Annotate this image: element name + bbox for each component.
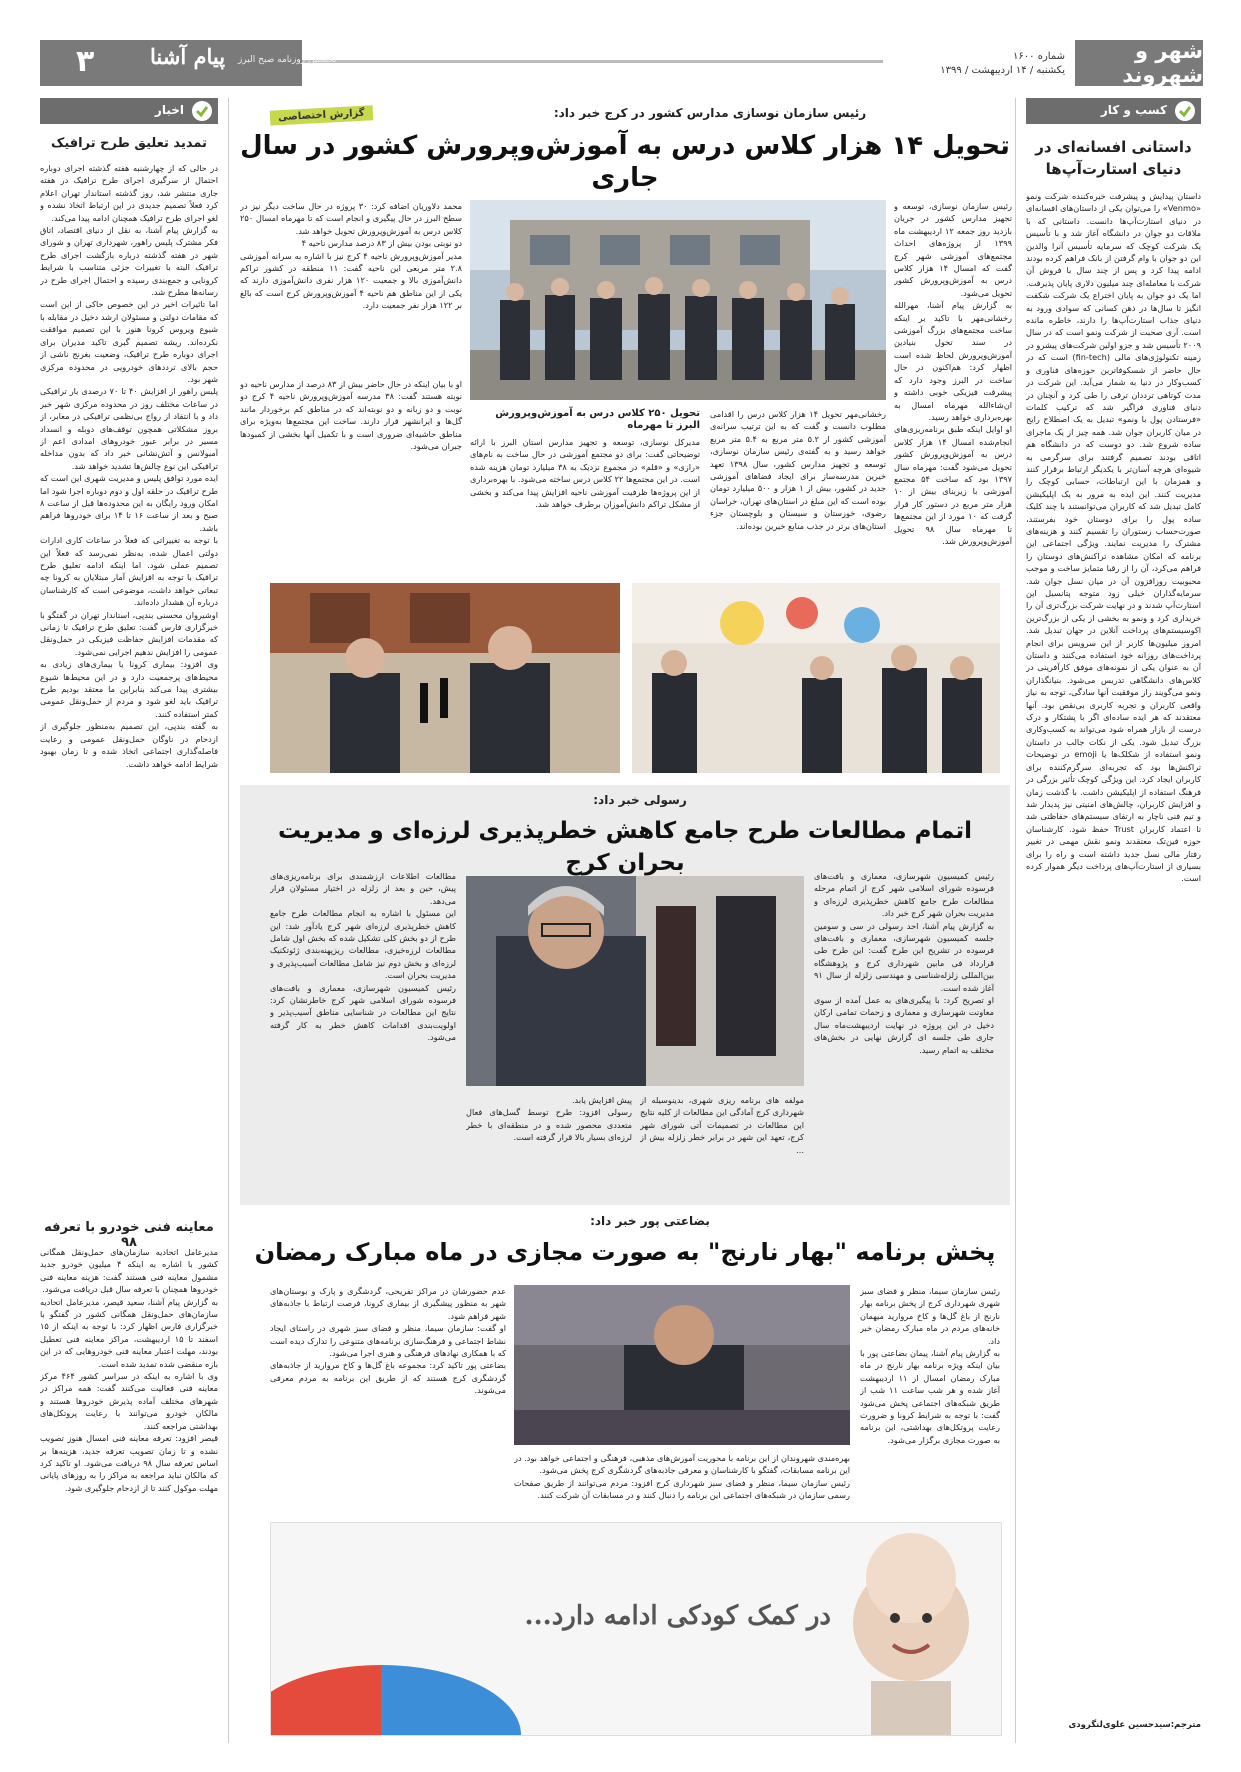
ramadan-photo bbox=[514, 1285, 850, 1445]
traffic-body: در حالی که از چهارشنبه هفته گذشته اجرای دوباره احتمال از سرگیری اجرای طرح ترافیک در هفته جاری منتشر شد، روز گذشته استاندار تهران اعلام کرد فعلاً تصمیم جدیدی در این ارتباط اتخاذ نشده و لغو اجرای طرح ترافیک همچنان ادامه پیدا می‌کند. به گزارش پیام آشنا، به نقل از دنیای اقتصاد، اتاق فکر مشترک پلیس راهور، شهرداری تهران و شورای شهر در هفته گذشته درباره بازگشت اجرای طرح ترافیک البته با تغییرات جزئی متناسب با شرایط کرونایی و جمع‌بندی رسیده و احتمال اجرای طرح در رسانه‌ها مطرح شد. اما تاثیرات اخیر در این خصوص حاکی از این است که مقامات دولتی و مسئولان ارشد دخیل در مقابله با شیوع ویروس کرونا هنوز با این تصمیم موافقت نکرده‌اند. ریشه تصمیم گیری تاکید مدیران برای اجرای دوباره طرح ترافیک، وضعیت بغرنج ناشی از حجم بالای ترددهای خودرویی در محدوده مرکزی شهر بود. پلیس راهور از افزایش ۴۰ تا ۷۰ درصدی بار ترافیکی در ساعات مختلف روز در محدوده مرکزی شهر خبر داد و با انتقاد از رواج بی‌نظمی ترافیکی در معابر، از بروز مشکلاتی همچون توقف‌های دوبله و انسداد مسیر در برابر عبور خودروهای امدادی اعم از آمبولانس و آتش‌نشانی خبر داد که بدون مداخله ترافیکی این نوع چالش‌ها تشدید خواهد شد. ایده مورد توافق پلیس و مدیریت شهری این است که طرح ترافیک در حلقه اول و دوم دوباره اجرا شود اما امکان ورود رایگان به این محدوده‌ها قبل از ساعت ۸ صبح و بعد از ساعت ۱۶ تا ۱۴ برای خودروها فراهم باشد. با توجه به تغییراتی که فعلاً در ساعات کاری ادارات دولتی اعمال شده، به‌نظر نمی‌رسد که فعلاً این تصمیم عملی شود. اما اینکه ادامه تعلیق طرح ترافیک با توجه به افزایش آمار مبتلایان به کرونا چه تبعاتی خواهد داشت، موضوعی است که کارشناسان درباره آن هشدار داده‌اند. اوشیروان محسنی بندپی، استاندار تهران در گفتگو با خبرگزاری فارس گفت: تعلیق طرح ترافیک تا زمانی که مقدمات افزایش حفاظت فیزیکی در حمل‌ونقل عمومی را افزایش ندهیم اجرایی نمی‌شود. وی افزود: بیماری کرونا یا بیماری‌های زیادی به محیط‌های پرجمعیت دارد و در این محیط‌ها شیوع بیشتری پیدا می‌کند بنابراین ما معتقد بودیم طرح ترافیک باید لغو شود و مردم از حمل‌ونقل عمومی کمتر استفاده کنند. به گفته بندپی، این تصمیم به‌منظور جلوگیری از ازدحام در ناوگان حمل‌ونقل عمومی و رعایت فاصله‌گذاری اجتماعی اتخاذ شده و تا زمان بهبود شرایط ادامه خواهد داشت. bbox=[40, 163, 218, 769]
startup-article bbox=[1026, 190, 1201, 1695]
lead-col5: او با بیان اینکه در حال حاضر بیش از ۸۳ درصد از مدارس ناحیه دو نوبته هستند گفت: ۳۸ مدرسه آموزش‌وپرورش ناحیه ۴ کرج دو نوبت و دو زبانه و دو نوبته‌اند که در مناطق کم برخوردار مانند گل‌ها و ایرانشهر قرار دارند. ساخت این مجتمع‌ها به‌ویژه برای مناطق حاشیه‌ای ضروری است و با تکمیل آنها بخشی از کمبودها جبران می‌شود. bbox=[240, 379, 462, 452]
lead-col1: رئیس سازمان نوسازی، توسعه و تجهیز مدارس کشور در جریان بازدید روز جمعه ۱۲ اردیبهشت ماه ۱۳۹۹ از پروژه‌های احداث مجتمع‌های آموزشی شهر کرج گفت که امسال ۱۴ هزار کلاس درس به آموزش‌وپرورش کشور تحویل می‌شود. به گزارش پیام آشنا، مهرالله رخشانی‌مهر با تاکید بر اینکه ساخت مجتمع‌های بزرگ آموزشی در سند تحول بنیادین آموزش‌وپرورش لحاظ شده است اظهار کرد: هم‌اکنون در حال ساخت در البرز وجود دارد که پیشرفت فیزیکی خوبی داشته و ان‌شاءالله مهرماه امسال به بهره‌برداری خواهد رسید. او اوایل اینکه طبق برنامه‌ریزی‌های انجام‌شده امسال ۱۴ هزار کلاس درس به آموزش‌وپرورش کشور تحویل می‌شود گفت: مهرماه سال ۱۳۹۷ بود که ساخت ۵۴ مجتمع آموزشی با زیربنای بیش از ۱۰ هزار متر مربع در دستور کار قرار گرفت که ۱۰ مورد از این مجتمع‌ها تا مهرماه سال ۹۸ تحویل آموزش‌وپرورش شد. bbox=[894, 201, 1012, 546]
quake-photo bbox=[466, 876, 804, 1086]
paper-name: پیام آشنا bbox=[150, 44, 226, 69]
ramadan-kicker: بضاعتی پور خبر داد: bbox=[590, 1214, 710, 1228]
issue-info bbox=[940, 50, 1065, 78]
lead-col2: رخشانی‌مهر تحویل ۱۴ هزار کلاس درس را اقدامی مطلوب دانست و گفت که به این ترتیب سرانه‌ی آموزشی کشور از ۵.۲ متر مربع به ۵.۴ متر مربع خواهد رسید و به گفته‌ی رئیس سازمان نوسازی، توسعه و تجهیز مدارس کشور، سال ۱۳۹۸ تعهد خیرین مدرسه‌ساز برای ایجاد فضاهای آموزشی جدید در کشور، بیش از ۱ هزار و ۵۰۰ میلیارد تومان بوده است که این مبلغ در استان‌های تهران، خراسان رضوی، خوزستان و سیستان و بلوچستان جزء استان‌های برتر در جذب منابع خیرین بوده‌اند. bbox=[710, 409, 886, 531]
traffic-article bbox=[40, 162, 218, 1210]
ramadan-col3: عدم حضورشان در مراکز تفریحی، گردشگری و پارک و بوستان‌های شهر به منظور پیشگیری از بیماری کرونا، فرصت ارتباط با جاذبه‌های شهر فراهم شود. او گفت: سازمان سیما، منظر و فضای سبز شهری در راستای ایجاد نشاط اجتماعی و فرهنگ‌سازی برنامه‌های متنوعی را تدارک دیده است که با همکاری نهادهای فرهنگی و هنری اجرا می‌شود. بضاعتی پور تاکید کرد: مجموعه باغ گل‌ها و کاخ مروارید از جاذبه‌های گردشگری کرج هستند که از طریق این برنامه به مردم معرفی می‌شوند. bbox=[270, 1286, 506, 1396]
quake-caption: پیش افزایش یابد. رسولی افزود: طرح توسط گسل‌های فعال متعددی محصور شده و در منطقه‌ای با خطر لرزه‌ای بسیار بالا قرار گرفته است. bbox=[466, 1095, 632, 1143]
ad-slogan: در کمک کودکی ادامه دارد... bbox=[524, 1601, 831, 1631]
lead-headline: تحویل ۱۴ هزار کلاس درس به آموزش‌وپرورش کشور در سال جاری bbox=[240, 131, 1010, 193]
quake-col3: مولفه های برنامه ریزی شهری، بدینوسیله از شهرداری کرج آمادگی این مطالعات از کلیه نتایج این مطالعات در تصمیمات آتی شورای شهر کرج، تعهد این شهر در برابر خطر زلزله بیش از ... bbox=[640, 1095, 804, 1155]
lead-kicker: رئیس سازمان نوسازی مدارس کشور در کرج خبر داد: bbox=[553, 106, 867, 120]
lead-photo-officials bbox=[470, 200, 886, 400]
lead-caption: تحویل ۲۵۰ کلاس درس به آموزش‌وپرورش البرز تا مهرماه bbox=[495, 408, 700, 431]
quake-col2: مطالعات اطلاعات ارزشمندی برای برنامه‌ریزی‌های پیش، حین و بعد از زلزله در اختیار مسئولان قرار می‌دهد. این مسئول با اشاره به انجام مطالعات طرح جامع کاهش خطرپذیری لرزه‌ای شهر کرج یادآور شد: این طرح از دو بخش کلی تشکیل شده که بخش اول شامل مطالعات لرزه‌خیزی، مطالعات ریزپهنه‌بندی ژئوتکنیک لرزه‌ای و بخش دوم نیز شامل مطالعات آسیب‌پذیری و مدیریت بحران است. رئیس کمیسیون شهرسازی، معماری و بافت‌های فرسوده شورای اسلامی شهر کرج خاطرنشان کرد: نتایج این مطالعات در شناسایی مناطق آسیب‌پذیر و اولویت‌بندی اقدامات کاهش خطر به کار گرفته می‌شود. bbox=[270, 871, 456, 1043]
section-title: شهر و شهروند bbox=[1075, 40, 1203, 86]
column-head-business bbox=[1026, 98, 1201, 124]
lead-photo-interview bbox=[270, 583, 620, 773]
column-head-label: کسب و کار bbox=[1100, 103, 1167, 117]
quake-headline: اتمام مطالعات طرح جامع کاهش خطرپذیری لرزه‌ای و مدیریت بحران کرج bbox=[277, 818, 973, 876]
quake-col1: رئیس کمیسیون شهرسازی، معماری و بافت‌های فرسوده شورای اسلامی شهر کرج از اتمام مرحله مطالعات طرح جامع کاهش خطرپذیری لرزه‌ای و مدیریت بحران شهر کرج خبر داد. به گزارش پیام آشنا، احد رسولی در سی و سومین جلسه کمیسیون شهرسازی، معماری و بافت‌های فرسوده در تشریح این طرح گفت: این طرح طی قرارداد فی مابین شهرداری کرج و پژوهشگاه بین‌المللی زلزله‌شناسی و مهندسی زلزله از سال ۹۱ آغاز شده است. او تصریح کرد: با پیگیری‌های به عمل آمده از سوی معاونت شهرسازی و معماری و زحمات تمامی ارکان دخیل در این پروژه در نهایت اردیبهشت‌ماه سال جاری طی جلسه ای گزارش نهایی در بخش‌های مختلف به اتمام رسید. bbox=[814, 871, 994, 1055]
check-icon bbox=[192, 101, 212, 121]
masthead bbox=[40, 40, 1203, 86]
column-divider bbox=[228, 98, 229, 1743]
startup-body: داستان پیدایش و پیشرفت خیره‌کننده شرکت ونمو «Venmo» را می‌توان یکی از داستان‌های افسانه‌ای در دنیای استارت‌آپ‌ها دانست. داستانی که با ملاقات دو جوان در دانشگاه آغاز شد و با تأسیس یک شرکت کوچک که سرمایه تأسیس آنرا والدین این دو جوان با وام گرفتن از بانک فراهم کرده بودند ادامه پیدا کرد و پس از چند سال با فروش آن شرکت با معامله‌ای چند میلیون دلاری پایان پذیرفت. اما یک دو جوان به پایان اختراع یک شرکت شکفت انگیز تا سال‌ها در ذهن کسانی که سوادی ورود به دنیای جذاب استارت‌آپ‌ها را دارند، خاطره مانده است. آری صحبت از شرکت ونمو است که در سال ۲۰۰۹ تأسیس شد و جزو اولین شرکت‌های پیشرو در زمینه تکنولوژی‌های مالی (fin-tech) است که در حال حاضر از شسکوفاترین حوزه‌های فناوری و کسب‌وکار در دنیا به شمار می‌آید. این شرکت در مدت کوتاهی ترددان ترقی را طی کرد و آنچنان در دنیای فناوری فراگیر شد که ترکیب کلمات «فرستادن پول با ونمو» تبدیل به یک اصطلاح رایج در میان کاربران جوان شد. همه چیز از یک ماجرای ساده شروع شد. دو دوست که در دانشگاه هم اتاقی بودند تصمیم گرفتند برای سرگرمی به شیوه‌ای هرچه آسان‌تر با یکدیگر ارتباط برقرار کنند و همزمان با این ارتباطات، حسابی کوچک را مدیریت کنند. این ایده به مرور به یک اپلیکیشن کامل تبدیل شد که کاربران می‌توانستند با چند کلیک ساده پول را برای دوستان خود بفرستند، صورت‌حساب رستوران را تقسیم کنند و هزینه‌های مشترک را مدیریت نمایند. ویژگی اجتماعی این برنامه که امکان مشاهده تراکنش‌های دوستان را فراهم می‌کرد، آن را از رقبا متمایز ساخت و موجب محبوبیت روزافزون آن در میان نسل جوان شد. سرمایه‌گذاران خیلی زود متوجه پتانسیل این استارت‌آپ شدند و در نهایت شرکت بزرگ‌تری آن را خریداری کرد و ونمو به بخشی از یکی از بزرگ‌ترین اکوسیستم‌های پرداخت آنلاین در جهان تبدیل شد. امروز میلیون‌ها کاربر از این سرویس برای انجام پرداخت‌های روزانه خود استفاده می‌کنند و داستان آن به عنوان یکی از نمونه‌های موفق کارآفرینی در کلاس‌های دانشگاهی تدریس می‌شود. بنیانگذاران ونمو می‌گویند راز موفقیت آنها سادگی، توجه به نیاز واقعی کاربران و تجربه کاربری بی‌نقص بود. آنها معتقدند که هر ایده ساده‌ای اگر با پشتکار و درک درست از بازار همراه شود می‌تواند به کسب‌وکاری بزرگ تبدیل شود. یکی از نکات جالب در داستان ونمو استفاده از شکلک‌ها یا emoji در توضیحات تراکنش‌ها بود که تجربه‌ای سرگرم‌کننده برای کاربران ایجاد کرد. این ویژگی کوچک تأثیر بزرگی در فرهنگ استفاده از اپلیکیشن داشت. با گذشت زمان و افزایش کاربران، چالش‌های امنیتی نیز پدیدار شد و تیم فنی ناچار به ارتقای سیستم‌های حفاظتی شد تا اعتماد کاربران Trust حفظ شود. کارشناسان حوزه فین‌تک معتقدند ونمو نقش مهمی در تغییر رفتار مالی نسل جدید داشته است و راه را برای بسیاری از استارت‌آپ‌های پرداخت دیگر هموار کرده است. bbox=[1026, 191, 1201, 884]
issue-number: شماره ۱۶۰۰ bbox=[1013, 51, 1065, 62]
author-credit: مترجم:سیدحسین علوی‌لنگرودی bbox=[1068, 1720, 1201, 1730]
page-number: ۳ bbox=[76, 44, 95, 79]
lead-col3: محمد دلاوریان اضافه کرد: ۳۰ پروژه در حال ساخت دیگر نیز در سطح البرز در حال پیگیری و انجام است که تا مهرماه امسال ۲۵۰ کلاس درس به آموزش‌وپرورش تحویل خواهد شد. دو نوبتی بودن بیش از ۸۳ درصد مدارس ناحیه ۴ مدیر آموزش‌وپرورش ناحیه ۴ کرج نیز با اشاره به سرانه آموزشی ۲.۸ متر مربعی این ناحیه گفت: ۱۱ منطقه در کشور تراکم دانش‌آموزی بالا و جمعیت ۱۲۰ هزار نفری دانش‌آموزی دارند که یکی از این مناطق هم ناحیه ۴ آموزش‌وپرورش کرج است که بالغ بر ۱۲۲ هزار نفر جمعیت دارد. bbox=[240, 201, 462, 311]
lead-col4: مدیرکل نوسازی، توسعه و تجهیز مدارس استان البرز با ارائه توضیحاتی گفت: برای دو مجتمع آموزشی در حال ساخت به نام‌های «رازی» و «قلم» در مجموع نزدیک به ۳۸ میلیارد تومان هزینه شده است. در این مجتمع‌ها ۲۲ کلاس درس ساخته می‌شود. با بهره‌برداری از این پروژه‌ها ظرفیت آموزشی ناحیه افزایش پیدا می‌کند و بخشی از مشکل تراکم دانش‌آموزان برطرف خواهد شد. bbox=[470, 437, 700, 510]
inspection-article bbox=[40, 1246, 218, 1736]
lead-photo-visit bbox=[632, 583, 1000, 773]
startup-title: داستانی افسانه‌ای در دنیای استارت‌آپ‌ها bbox=[1035, 138, 1192, 178]
check-icon bbox=[1175, 101, 1195, 121]
ramadan-col1: رئیس سازمان سیما، منظر و فضای سبز شهری شهرداری کرج از پخش برنامه بهار نارنج از باغ گل‌ها و کاخ مروارید میهمان خانه‌های مردم در ماه مبارک رمضان خبر داد. به گزارش پیام آشنا، پیمان بضاعتی پور با بیان اینکه ویژه برنامه بهار نارنج در ماه مبارک رمضان امسال از ۱۱ اردیبهشت آغاز شده و هر شب ساعت ۱۱ شب از طریق شبکه‌های اجتماعی پخش می‌شود گفت: با توجه به شرایط کرونا و ضرورت رعایت پروتکل‌های بهداشتی، این برنامه به صورت مجازی برگزار می‌شود. bbox=[860, 1286, 1000, 1445]
exclusive-badge: گزارش اختصاصی bbox=[270, 105, 373, 125]
traffic-title: تمدید تعلیق طرح ترافیک bbox=[51, 136, 207, 151]
column-divider bbox=[1015, 98, 1016, 1743]
column-head-news bbox=[40, 98, 218, 124]
column-head-label: اخبار bbox=[154, 103, 184, 117]
ramadan-headline: پخش برنامه "بهار نارنج" به صورت مجازی در ماه مبارک رمضان bbox=[254, 1238, 996, 1266]
ramadan-col2: بهره‌مندی شهروندان از این برنامه با محوریت آموزش‌های مذهبی، فرهنگی و اجتماعی خواهد بود. در این برنامه مسابقات، گفتگو با کارشناسان و معرفی جاذبه‌های گردشگری کرج پخش می‌شود. رئیس سازمان سیما، منظر و فضای سبز شهرداری کرج افزود: مردم می‌توانند از طریق صفحات رسمی سازمان در شبکه‌های اجتماعی این برنامه را دنبال کنند و در مسابقات آن شرکت کنند. bbox=[514, 1453, 850, 1501]
issue-date: یکشنبه / ۱۴ اردیبهشت / ۱۳۹۹ bbox=[940, 65, 1065, 76]
paper-tagline: نخستین روزنامه صبح البرز bbox=[238, 55, 337, 65]
masthead-rule bbox=[302, 60, 883, 63]
inspection-body: مدیرعامل اتحادیه سازمان‌های حمل‌ونقل همگانی کشور با اشاره به اینکه ۴ میلیون خودرو جدید مشمول معاینه فنی هستند گفت: هزینه معاینه فنی خودروها همچنان با تعرفه سال قبل دریافت می‌شود. به گزارش پیام آشنا، سعید قیصر، مدیرعامل اتحادیه سازمان‌های حمل‌ونقل همگانی کشور در گفتگو با خبرگزاری فارس اظهار کرد: با توجه به اینکه از ۱۵ اسفند تا ۱۵ اردیبهشت، مراکز معاینه فنی تعطیل بودند، مهلت اعتبار معاینه فنی خودروهایی که در این بازه منقضی شده تمدید شده است. وی با اشاره به اینکه در سراسر کشور ۴۶۴ مرکز معاینه فنی فعالیت می‌کنند گفت: همه مراکز در شهرهای مختلف آماده پذیرش خودروها هستند و مالکان خودرو می‌توانند با رعایت پروتکل‌های بهداشتی مراجعه کنند. قیصر افزود: تعرفه معاینه فنی امسال هنوز تصویب نشده و تا زمان تصویب تعرفه جدید، هزینه‌ها بر اساس تعرفه سال ۹۸ دریافت می‌شود. او تاکید کرد که مالکان نباید مراجعه به مراکز را به روزهای پایانی مهلت موکول کنند تا از ازدحام جلوگیری شود. bbox=[40, 1247, 218, 1493]
inspection-title: معاینه فنی خودرو با تعرفه ۹۸ bbox=[44, 1220, 214, 1250]
quake-kicker: رسولی خبر داد: bbox=[593, 793, 687, 807]
charity-ad[interactable] bbox=[270, 1522, 1002, 1736]
paper-logo bbox=[40, 40, 337, 86]
